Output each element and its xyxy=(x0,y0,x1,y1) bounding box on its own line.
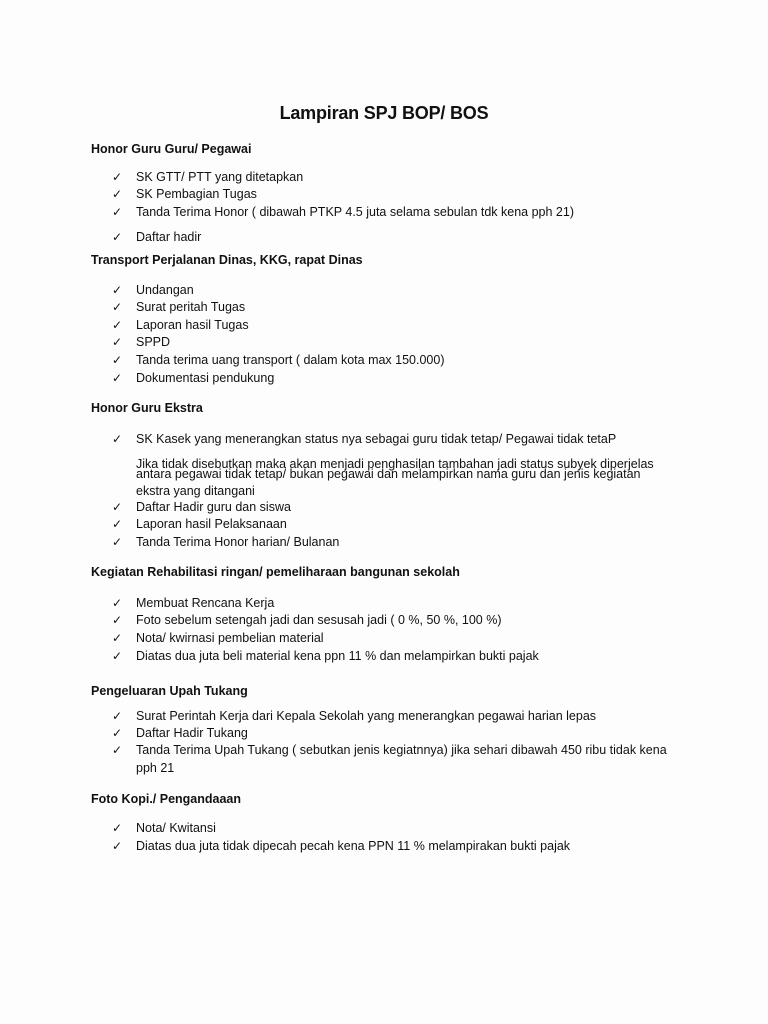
check-icon: ✓ xyxy=(112,283,123,297)
check-icon: ✓ xyxy=(112,631,123,645)
note-line: antara pegawai tidak tetap/ bukan pegawai dan melampirkan nama guru dan jenis kegiatan xyxy=(136,467,641,481)
section-heading-honor-ekstra: Honor Guru Ekstra xyxy=(91,401,203,415)
section-heading-foto-kopi: Foto Kopi./ Pengandaaan xyxy=(91,792,242,806)
note-line: ekstra yang ditangani xyxy=(136,484,255,498)
check-icon: ✓ xyxy=(112,743,123,757)
check-icon: ✓ xyxy=(112,170,123,184)
check-icon: ✓ xyxy=(112,709,123,723)
check-icon: ✓ xyxy=(112,230,123,244)
document-page: Lampiran SPJ BOP/ BOS Honor Guru Guru/ Pegawai ✓ SK GTT/ PTT yang ditetapkan ✓ SK Pembagian Tugas ✓ Tanda Terima Honor ( dibawah PTKP 4.5 juta selama sebulan tdk kena pph 21) ✓ Daftar hadir Transport Perjalanan Dinas, KKG, rapat Dinas ✓ Undangan ✓ Surat peritah Tugas ✓ Laporan hasil Tugas ✓ SPPD ✓ Tanda terima uang transport ( dalam kota max 150.000) ✓ Dokumentasi pendukung Honor Guru Ekstra ✓ SK Kasek yang menerangkan status nya sebagai guru tidak tetap/ Pegawai tidak tetaP Jika tidak disebutkan maka akan menjadi penghasilan tambahan jadi status subyek diperjelas antara pegawai tidak tetap/ bukan pegawai dan melampirkan nama guru dan jenis kegiatan ekstra yang ditangani ✓ Daftar Hadir guru dan siswa ✓ Laporan hasil Pelaksanaan ✓ Tanda Terima Honor harian/ Bulanan Kegiatan Rehabilitasi ringan/ pemeliharaan bangunan sekolah ✓ Membuat Rencana Kerja ✓ Foto sebelum setengah jadi dan sesusah jadi ( 0 %, 50 %, 100 %) ✓ Nota/ kwirnasi pembelian material ✓ Diatas dua juta beli material kena ppn 11 % dan melampirkan bukti pajak Pengeluaran Upah Tukang ✓ Surat Perintah Kerja dari Kepala Sekolah yang menerangkan pegawai harian lepas ✓ Daftar Hadir Tukang ✓ Tanda Terima Upah Tukang ( sebutkan jenis kegiatnnya) jika sehari dibawah 450 ribu tidak kena pph 21 Foto Kopi./ Pengandaaan ✓ Nota/ Kwitansi ✓ Diatas dua juta tidak dipecah pecah kena PPN 11 % melampirakan bukti pajak xyxy=(0,0,768,1024)
check-icon: ✓ xyxy=(112,726,123,740)
section-heading-transport: Transport Perjalanan Dinas, KKG, rapat Dinas xyxy=(91,253,363,267)
check-icon: ✓ xyxy=(112,517,123,531)
note-line: Jika tidak disebutkan maka akan menjadi penghasilan tambahan jadi status subyek diperjelas xyxy=(136,457,654,471)
document-title: Lampiran SPJ BOP/ BOS xyxy=(279,103,489,123)
check-icon: ✓ xyxy=(112,300,123,314)
check-icon: ✓ xyxy=(112,649,123,663)
section-heading-rehabilitasi: Kegiatan Rehabilitasi ringan/ pemeliharaan bangunan sekolah xyxy=(91,565,460,579)
check-icon: ✓ xyxy=(112,205,123,219)
check-icon: ✓ xyxy=(112,839,123,853)
list-item-continuation: pph 21 xyxy=(136,761,175,775)
check-icon: ✓ xyxy=(112,318,123,332)
check-icon: ✓ xyxy=(112,821,123,835)
check-icon: ✓ xyxy=(112,596,123,610)
check-icon: ✓ xyxy=(112,353,123,367)
section-heading-honor-guru: Honor Guru Guru/ Pegawai xyxy=(91,142,252,156)
check-icon: ✓ xyxy=(112,432,123,446)
check-icon: ✓ xyxy=(112,335,123,349)
check-icon: ✓ xyxy=(112,535,123,549)
check-icon: ✓ xyxy=(112,613,123,627)
check-icon: ✓ xyxy=(112,187,123,201)
check-icon: ✓ xyxy=(112,500,123,514)
section-heading-upah-tukang: Pengeluaran Upah Tukang xyxy=(91,684,248,698)
check-icon: ✓ xyxy=(112,371,123,385)
